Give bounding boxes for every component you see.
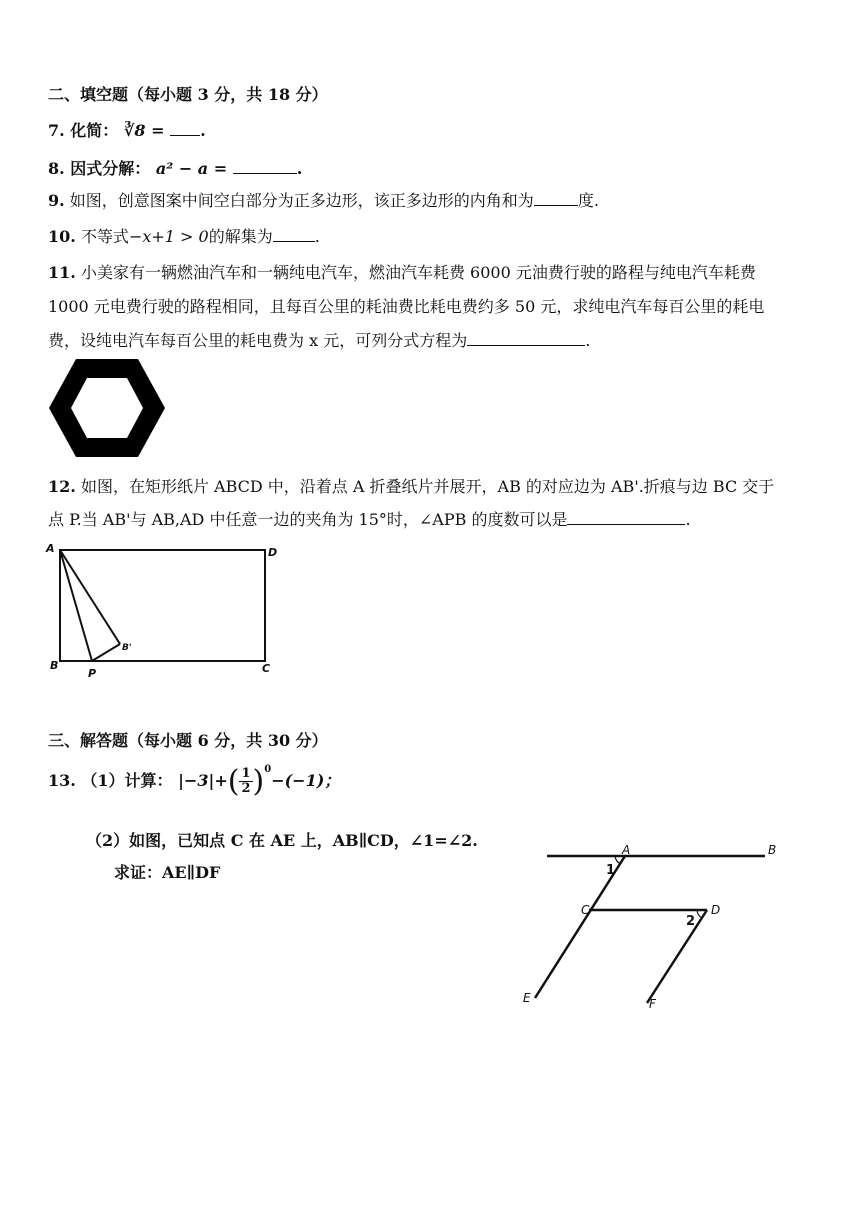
q7-end: . xyxy=(200,121,206,140)
q11-line-1-text: 小美家有一辆燃油汽车和一辆纯电汽车，燃油汽车耗费 6000 元油费行驶的路程与纯电汽车耗费 xyxy=(80,263,756,282)
section-2-heading: 二、填空题（每小题 3 分，共 18 分） xyxy=(48,85,328,104)
question-10 xyxy=(48,224,320,247)
label-b: B xyxy=(768,843,777,857)
parallel-lines-figure xyxy=(515,838,785,1013)
fold-line-ap xyxy=(60,550,92,661)
q8-end: . xyxy=(296,159,303,178)
q12-answer-blank[interactable] xyxy=(567,510,685,525)
label-c: C xyxy=(262,662,271,675)
q12-number: 12. xyxy=(48,477,76,496)
question-8 xyxy=(48,156,302,179)
q10-answer-blank[interactable] xyxy=(273,227,315,242)
q11-end: . xyxy=(585,331,591,350)
q11-answer-blank[interactable] xyxy=(467,331,585,346)
q9-number: 9. xyxy=(48,191,65,210)
q12-end: . xyxy=(685,510,691,529)
q7-prompt: 化简： xyxy=(70,121,119,140)
label-a: A xyxy=(622,843,631,857)
q13-tail: −(−1)； xyxy=(271,771,341,790)
label-c: C xyxy=(581,903,590,917)
q9-text: 如图，创意图案中间空白部分为正多边形，该正多边形的内角和为 xyxy=(69,191,534,210)
hexagon-pattern-figure xyxy=(46,356,168,460)
question-7 xyxy=(48,118,206,141)
q13-part-1-label: （1）计算： xyxy=(81,771,173,790)
q13-exponent: 0 xyxy=(264,764,272,775)
q8-expression: a² − a = xyxy=(155,159,228,178)
q7-expression: ∛8 = xyxy=(123,121,165,140)
q13-number: 13. xyxy=(48,771,76,790)
q13-abs-term: |−3|+ xyxy=(178,771,228,790)
label-d: D xyxy=(268,546,278,559)
label-angle-1: 1 xyxy=(606,863,616,878)
question-12-line-2 xyxy=(48,507,691,530)
q7-answer-blank[interactable] xyxy=(170,121,200,136)
q10-end: . xyxy=(314,227,320,246)
q13-fraction-denominator: 2 xyxy=(241,781,251,796)
rectangle-fold-figure xyxy=(40,538,290,683)
q12-line-2-text: 点 P.当 AB'与 AB,AD 中任意一边的夹角为 15°时，∠APB 的度数可以是 xyxy=(48,510,568,529)
q8-number: 8. xyxy=(48,159,65,178)
label-f: F xyxy=(649,997,656,1011)
question-13-part-1: 13. （1）计算： |−3|+( $\frac{1}{2}$ )$^0$−(−1)； xyxy=(48,764,341,799)
segment-p-b-prime xyxy=(92,644,120,661)
q13-fraction xyxy=(239,767,252,796)
line-df xyxy=(647,910,707,1003)
label-angle-2: 2 xyxy=(686,914,696,929)
question-11-line-3 xyxy=(48,328,590,351)
q7-number: 7. xyxy=(48,121,65,140)
label-d: D xyxy=(711,903,721,917)
question-11-line-1 xyxy=(48,260,756,283)
q11-number: 11. xyxy=(48,263,76,282)
question-13-part-2-line-1: （2）如图，已知点 C 在 AE 上，AB∥CD，∠1=∠2. xyxy=(86,831,478,850)
label-a: A xyxy=(46,542,55,555)
segment-ab-prime xyxy=(60,550,120,644)
q10-mid: 的解集为 xyxy=(208,227,273,246)
label-e: E xyxy=(523,991,531,1005)
label-p: P xyxy=(88,667,97,680)
question-9 xyxy=(48,188,599,211)
q10-expression: −x+1 > 0 xyxy=(128,227,209,246)
q13-fraction-numerator: 1 xyxy=(241,766,251,781)
question-11-line-2: 1000 元电费行驶的路程相同，且每百公里的耗油费比耗电费约多 50 元，求纯电汽车每百公里的耗电 xyxy=(48,297,765,316)
q10-prompt: 不等式 xyxy=(80,227,129,246)
q11-line-3-text: 费，设纯电汽车每百公里的耗电费为 x 元，可列分式方程为 xyxy=(48,331,468,350)
q9-answer-blank[interactable] xyxy=(534,191,578,206)
question-13-part-2-line-2: 求证：AE∥DF xyxy=(114,863,221,882)
q8-answer-blank[interactable] xyxy=(233,159,297,174)
hexagon-ring-shape xyxy=(49,359,165,457)
rectangle-abcd xyxy=(60,550,265,661)
q12-line-1-text: 如图，在矩形纸片 ABCD 中，沿着点 A 折叠纸片并展开，AB 的对应边为 AB'.折痕与边 BC 交于 xyxy=(80,477,775,496)
question-12-line-1 xyxy=(48,474,774,497)
section-3-heading: 三、解答题（每小题 6 分，共 30 分） xyxy=(48,731,328,750)
q8-prompt: 因式分解： xyxy=(70,159,151,178)
q9-end: 度. xyxy=(577,191,599,210)
q10-number: 10. xyxy=(48,227,76,246)
label-b: B xyxy=(50,659,59,672)
label-b-prime: B' xyxy=(122,643,132,653)
